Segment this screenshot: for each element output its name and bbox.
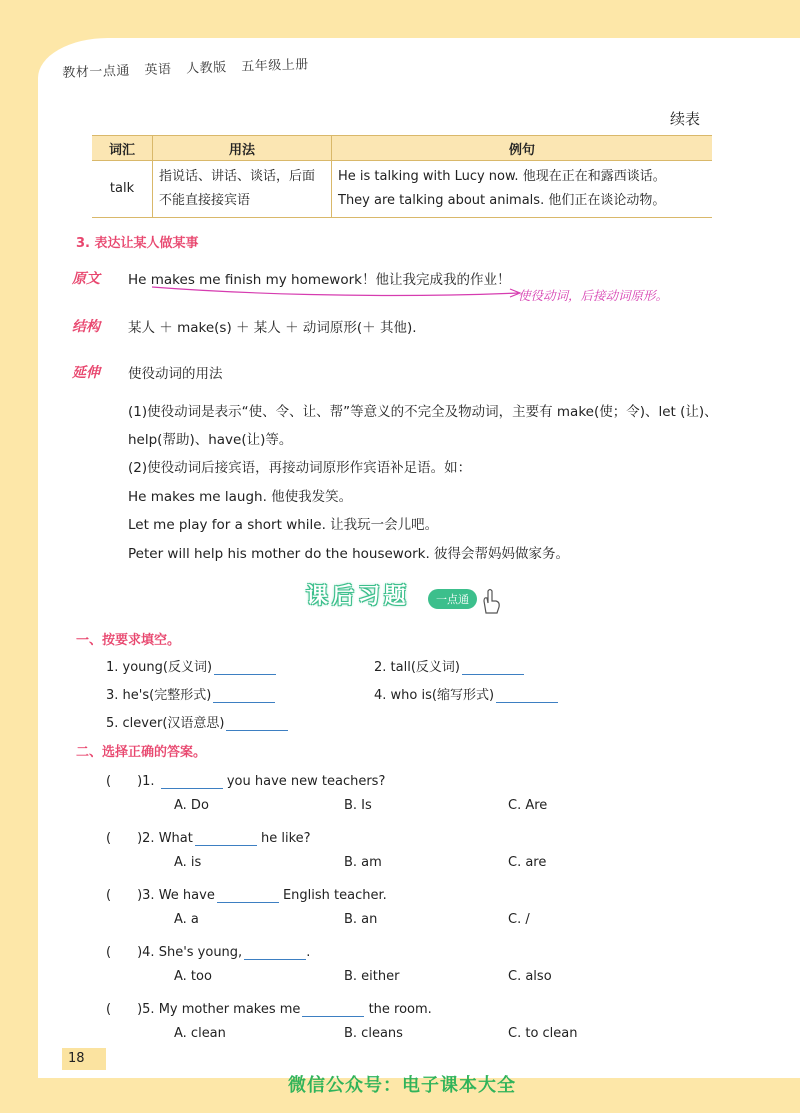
- answer-paren[interactable]: ( ): [106, 1002, 143, 1017]
- fill-item-4: [374, 684, 558, 703]
- question-post: .: [306, 945, 311, 960]
- answer-paren[interactable]: ( ): [106, 774, 143, 789]
- table-header-word: 词汇: [92, 136, 153, 161]
- example-1: He is talking with Lucy now. 他现在正在和露西谈话。: [338, 169, 666, 184]
- question-pre: What: [158, 831, 193, 846]
- table-header-usage: 用法: [153, 136, 332, 161]
- banner-title: 课后习题: [306, 584, 411, 609]
- answer-blank[interactable]: [226, 716, 288, 731]
- table-header-example: 例句: [332, 136, 713, 161]
- extension-title: 使役动词的用法: [128, 366, 223, 382]
- extension-point-2: (2)使役动词后接宾语，再接动词原形作宾语补足语。如：: [128, 460, 472, 476]
- fill-item-3: [106, 684, 275, 703]
- annotation-arrow: [150, 283, 530, 303]
- extension-example-2: Let me play for a short while. 让我玩一会儿吧。: [128, 517, 439, 533]
- question-blank: [195, 831, 257, 846]
- fill-item-4-label: 4. who is(缩写形式): [374, 688, 495, 703]
- fill-item-5-label: 5. clever(汉语意思): [106, 716, 225, 731]
- answer-paren[interactable]: ( ): [106, 831, 143, 846]
- continued-label: 续表: [669, 110, 700, 128]
- option-c[interactable]: C. are: [508, 855, 547, 870]
- question-post: you have new teachers?: [226, 774, 386, 789]
- option-c[interactable]: C. Are: [508, 798, 548, 813]
- tag-structure: 结构: [72, 319, 100, 335]
- extension-point-1: (1)使役动词是表示“使、令、让、帮”等意义的不完全及物动词，主要有 make(使；令)、let (让)、help(帮助)、have(让)等。: [128, 404, 718, 448]
- option-b[interactable]: B. Is: [344, 798, 372, 813]
- option-b[interactable]: B. an: [344, 912, 378, 927]
- header-subject: 英语: [144, 62, 172, 79]
- answer-paren[interactable]: ( ): [106, 945, 143, 960]
- option-a[interactable]: A. clean: [174, 1026, 226, 1041]
- option-b[interactable]: B. either: [344, 969, 400, 984]
- fill-item-5: [106, 712, 288, 731]
- option-c[interactable]: C. to clean: [508, 1026, 578, 1041]
- header-book: 教材一点通: [62, 63, 131, 81]
- exercise-banner: [300, 577, 510, 623]
- pointing-hand-icon: [478, 587, 502, 615]
- question-blank: [244, 945, 306, 960]
- page-number: 18: [62, 1048, 106, 1070]
- answer-blank[interactable]: [214, 660, 276, 675]
- question-1: [106, 770, 385, 789]
- annotation-note: 使役动词，后接动词原形。: [518, 288, 669, 303]
- header-grade: 五年级上册: [240, 57, 309, 75]
- question-blank: [161, 774, 223, 789]
- section-3-title: 3. 表达让某人做某事: [76, 236, 199, 251]
- header-edition: 人教版: [185, 60, 227, 77]
- question-3: [106, 884, 387, 903]
- answer-blank[interactable]: [496, 688, 558, 703]
- option-a[interactable]: A. Do: [174, 798, 209, 813]
- question-blank: [217, 888, 279, 903]
- fill-item-2-label: 2. tall(反义词): [374, 660, 460, 675]
- part-1-title: 一、按要求填空。: [76, 633, 181, 648]
- extension-example-1: He makes me laugh. 他使我发笑。: [128, 489, 353, 505]
- fill-item-3-label: 3. he's(完整形式): [106, 688, 212, 703]
- tag-extension: 延伸: [72, 365, 100, 381]
- original-sentence: He makes me finish my homework！他让我完成我的作业！: [128, 272, 511, 288]
- footer-watermark: 微信公众号：电子课本大全: [288, 1075, 516, 1096]
- cell-examples: [332, 161, 713, 218]
- question-pre: We have: [158, 888, 215, 903]
- banner-subtitle: 一点通: [428, 589, 477, 609]
- question-blank: [302, 1002, 364, 1017]
- question-2: [106, 827, 311, 846]
- option-a[interactable]: A. is: [174, 855, 202, 870]
- vocab-table: [92, 135, 712, 218]
- question-number: 3.: [142, 888, 155, 903]
- answer-blank[interactable]: [462, 660, 524, 675]
- question-pre: My mother makes me: [158, 1002, 301, 1017]
- fill-item-1-label: 1. young(反义词): [106, 660, 213, 675]
- answer-blank[interactable]: [213, 688, 275, 703]
- question-number: 2.: [142, 831, 155, 846]
- question-post: the room.: [368, 1002, 432, 1017]
- question-4: [106, 941, 310, 960]
- structure-formula: 某人 ＋ make(s) ＋ 某人 ＋ 动词原形(＋ 其他).: [128, 320, 417, 336]
- question-number: 1.: [142, 774, 155, 789]
- option-a[interactable]: A. too: [174, 969, 212, 984]
- fill-item-2: [374, 656, 524, 675]
- answer-paren[interactable]: ( ): [106, 888, 143, 903]
- option-c[interactable]: C. also: [508, 969, 552, 984]
- part-2-title: 二、选择正确的答案。: [76, 745, 207, 760]
- question-5: [106, 998, 432, 1017]
- cell-word: talk: [92, 161, 153, 218]
- option-a[interactable]: A. a: [174, 912, 199, 927]
- question-pre: She's young,: [158, 945, 243, 960]
- extension-example-3: Peter will help his mother do the housework. 彼得会帮妈妈做家务。: [128, 546, 570, 562]
- option-b[interactable]: B. cleans: [344, 1026, 403, 1041]
- question-post: he like?: [261, 831, 311, 846]
- table-row: [92, 161, 712, 218]
- fill-item-1: [106, 656, 276, 675]
- question-number: 5.: [142, 1002, 155, 1017]
- question-post: English teacher.: [282, 888, 387, 903]
- cell-usage: 指说话、讲话、谈话，后面不能直接接宾语: [153, 161, 332, 218]
- tag-original: 原文: [72, 271, 100, 287]
- option-b[interactable]: B. am: [344, 855, 382, 870]
- question-number: 4.: [142, 945, 155, 960]
- example-2: They are talking about animals. 他们正在谈论动物。: [338, 193, 666, 208]
- option-c[interactable]: C. /: [508, 912, 530, 927]
